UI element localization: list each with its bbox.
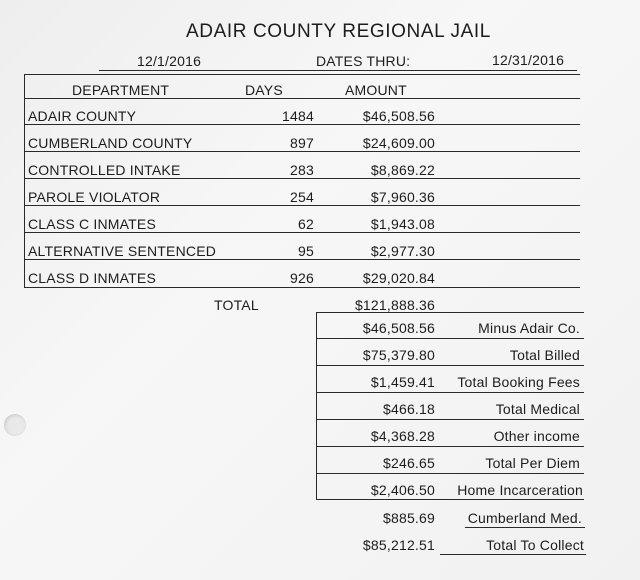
start-date: 12/1/2016 <box>137 53 202 69</box>
summary-left-border <box>316 312 317 499</box>
department-days: 95 <box>298 243 314 259</box>
row-divider <box>24 98 580 99</box>
department-days: 897 <box>290 135 314 151</box>
table-top-border <box>24 74 580 75</box>
department-name: CLASS D INMATES <box>28 270 156 286</box>
department-name: ADAIR COUNTY <box>28 108 137 124</box>
date-underline <box>99 70 577 71</box>
summary-amount: $2,406.50 <box>370 482 435 498</box>
department-name: CONTROLLED INTAKE <box>28 162 181 178</box>
column-header-days: DAYS <box>245 82 283 98</box>
summary-label: Total To Collect <box>486 537 584 553</box>
document-title: ADAIR COUNTY REGIONAL JAIL <box>186 21 491 42</box>
summary-divider <box>316 419 584 420</box>
department-name: ALTERNATIVE SENTENCED <box>28 243 217 259</box>
department-name: PAROLE VIOLATOR <box>28 189 161 205</box>
summary-bottom-border <box>316 499 584 500</box>
summary-label: Total Per Diem <box>485 455 580 471</box>
row-divider <box>24 151 580 152</box>
summary-divider <box>316 473 584 474</box>
row-divider <box>24 205 580 206</box>
summary-label: Cumberland Med. <box>467 510 582 526</box>
total-to-collect-underline <box>440 554 586 555</box>
summary-amount: $885.69 <box>382 510 435 526</box>
dates-thru-label: DATES THRU: <box>316 53 411 69</box>
row-divider <box>24 178 580 179</box>
summary-amount: $1,459.41 <box>370 374 435 390</box>
summary-divider <box>316 338 584 339</box>
column-header-department: DEPARTMENT <box>72 82 170 98</box>
summary-label: Home Incarceration <box>457 482 583 498</box>
total-label: TOTAL <box>214 297 259 313</box>
cumberland-med-underline <box>465 527 585 528</box>
summary-top-border <box>316 312 584 313</box>
summary-divider <box>316 446 584 447</box>
row-divider <box>24 124 580 125</box>
summary-label: Total Booking Fees <box>457 374 580 390</box>
table-bottom-border <box>24 287 580 288</box>
summary-amount: $4,368.28 <box>370 428 435 444</box>
summary-amount: $246.65 <box>382 455 435 471</box>
department-days: 283 <box>290 162 314 178</box>
department-days: 926 <box>290 270 314 286</box>
department-amount: $2,977.30 <box>370 243 435 259</box>
summary-amount: $85,212.51 <box>362 537 435 553</box>
end-date: 12/31/2016 <box>492 52 565 68</box>
summary-divider <box>316 392 584 393</box>
row-divider <box>24 232 580 233</box>
department-amount: $24,609.00 <box>362 135 435 151</box>
summary-amount: $466.18 <box>382 401 435 417</box>
department-days: 62 <box>298 216 314 232</box>
total-amount: $121,888.36 <box>354 297 435 313</box>
summary-amount: $75,379.80 <box>362 347 435 363</box>
summary-amount: $46,508.56 <box>362 320 435 336</box>
department-days: 254 <box>290 189 314 205</box>
department-amount: $8,869.22 <box>370 162 435 178</box>
department-amount: $46,508.56 <box>362 108 435 124</box>
department-days: 1484 <box>282 108 314 124</box>
summary-divider <box>316 365 584 366</box>
column-header-amount: AMOUNT <box>345 82 407 98</box>
department-amount: $1,943.08 <box>370 216 435 232</box>
department-name: CLASS C INMATES <box>28 216 156 232</box>
summary-label: Total Medical <box>495 401 580 417</box>
row-divider <box>24 259 580 260</box>
summary-label: Minus Adair Co. <box>478 320 580 336</box>
summary-label: Total Billed <box>509 347 580 363</box>
department-name: CUMBERLAND COUNTY <box>28 135 193 151</box>
department-amount: $29,020.84 <box>362 270 435 286</box>
punch-hole <box>4 414 26 436</box>
summary-label: Other income <box>493 428 580 444</box>
department-amount: $7,960.36 <box>370 189 435 205</box>
table-left-border <box>24 74 25 288</box>
